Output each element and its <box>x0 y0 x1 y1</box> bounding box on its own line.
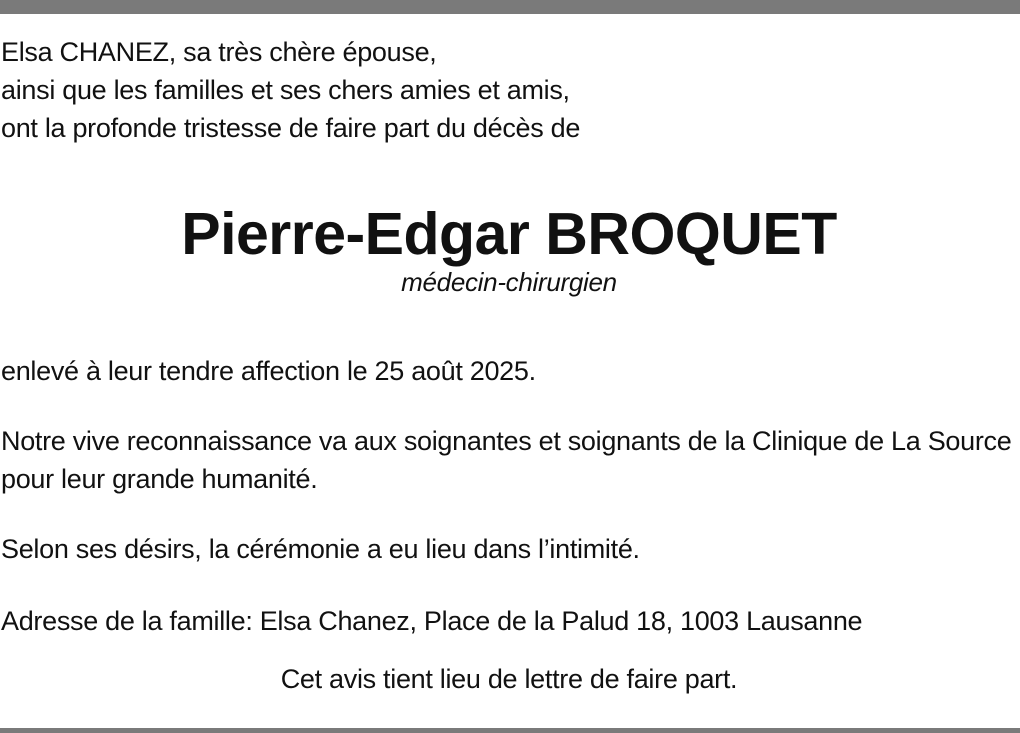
family-address: Adresse de la famille: Elsa Chanez, Place de la Palud 18, 1003 Lausanne <box>1 606 863 636</box>
death-date-text: enlevé à leur tendre affection le 25 août 2025. <box>1 356 536 386</box>
intro-line: Elsa CHANEZ, sa très chère épouse, <box>1 37 437 67</box>
closing-note: Cet avis tient lieu de lettre de faire part. <box>280 664 738 694</box>
obituary-notice <box>1 33 1017 698</box>
deceased-profession: médecin-chirurgien <box>401 267 617 297</box>
deceased-name: Pierre-Edgar BROQUET <box>181 201 837 267</box>
ceremony-paragraph: Selon ses désirs, la cérémonie a eu lieu dans l’intimité. <box>1 534 640 564</box>
bottom-rule <box>0 728 1020 733</box>
deceased-block <box>1 198 1017 298</box>
intro-paragraph <box>1 33 1017 147</box>
intro-line: ainsi que les familles et ses chers amies et amis, <box>1 75 570 105</box>
thanks-paragraph: Notre vive reconnaissance va aux soignantes et soignants de la Clinique de La Source pour leur grande humanité. <box>1 426 1012 494</box>
intro-line: ont la profonde tristesse de faire part du décès de <box>1 113 581 143</box>
top-rule <box>0 0 1020 14</box>
